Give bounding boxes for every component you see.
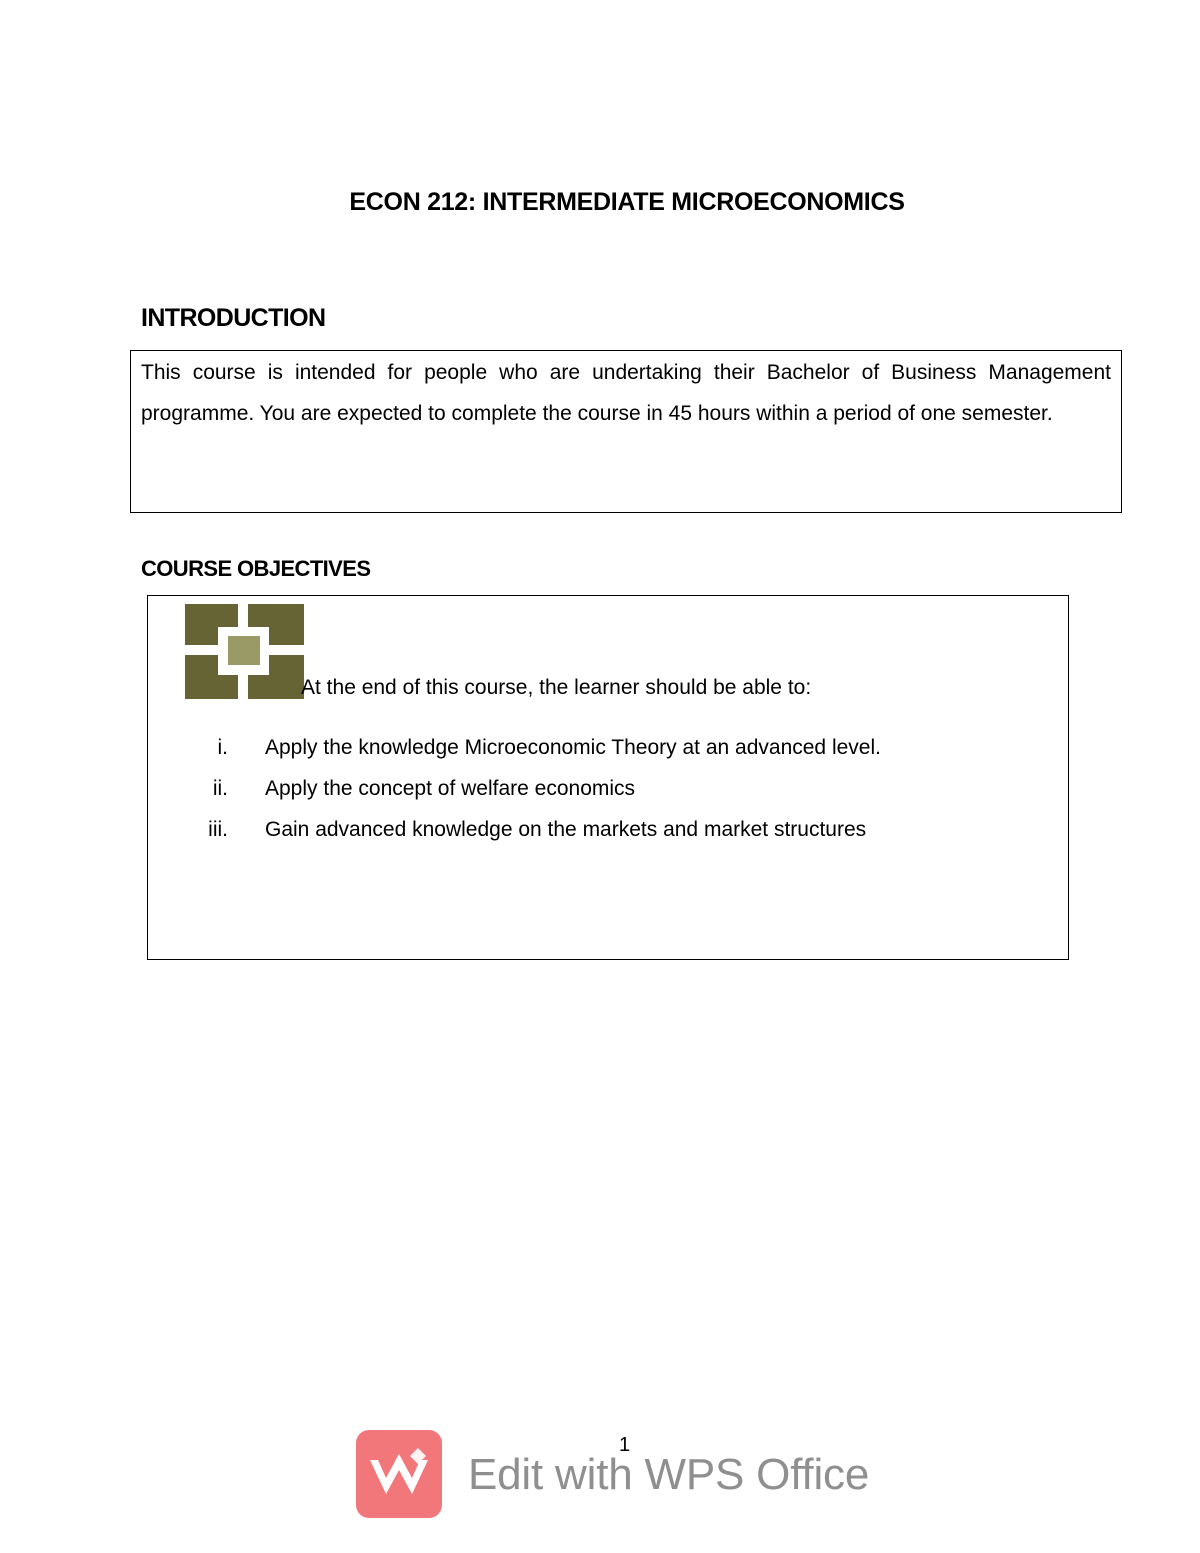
list-item-text: Apply the knowledge Microeconomic Theory at an advanced level. [265, 736, 881, 759]
list-item-text: Gain advanced knowledge on the markets and market structures [265, 818, 867, 841]
introduction-text: This course is intended for people who are undertaking their Bachelor of Business Management programme. You are expected to complete the course in 45 hours within a period of one semester. [141, 361, 1111, 425]
objectives-lead: At the end of this course, the learner should be able to: [301, 676, 812, 699]
wps-logo-glyph-icon [356, 1430, 442, 1518]
page-number: 1 [619, 1434, 631, 1456]
wps-watermark-text[interactable]: Edit with WPS Office [468, 1450, 870, 1499]
list-item-number: i. [217, 736, 228, 759]
objectives-grid-icon [185, 604, 304, 699]
document-title: ECON 212: INTERMEDIATE MICROECONOMICS [349, 188, 905, 216]
introduction-box [130, 350, 1122, 513]
wps-logo-icon[interactable] [356, 1430, 442, 1518]
list-item-number: ii. [212, 777, 228, 800]
introduction-heading: INTRODUCTION [141, 304, 326, 332]
list-item-text: Apply the concept of welfare economics [265, 777, 636, 800]
objectives-box [147, 595, 1069, 960]
objectives-heading: COURSE OBJECTIVES [141, 556, 371, 581]
list-item-number: iii. [208, 818, 228, 841]
